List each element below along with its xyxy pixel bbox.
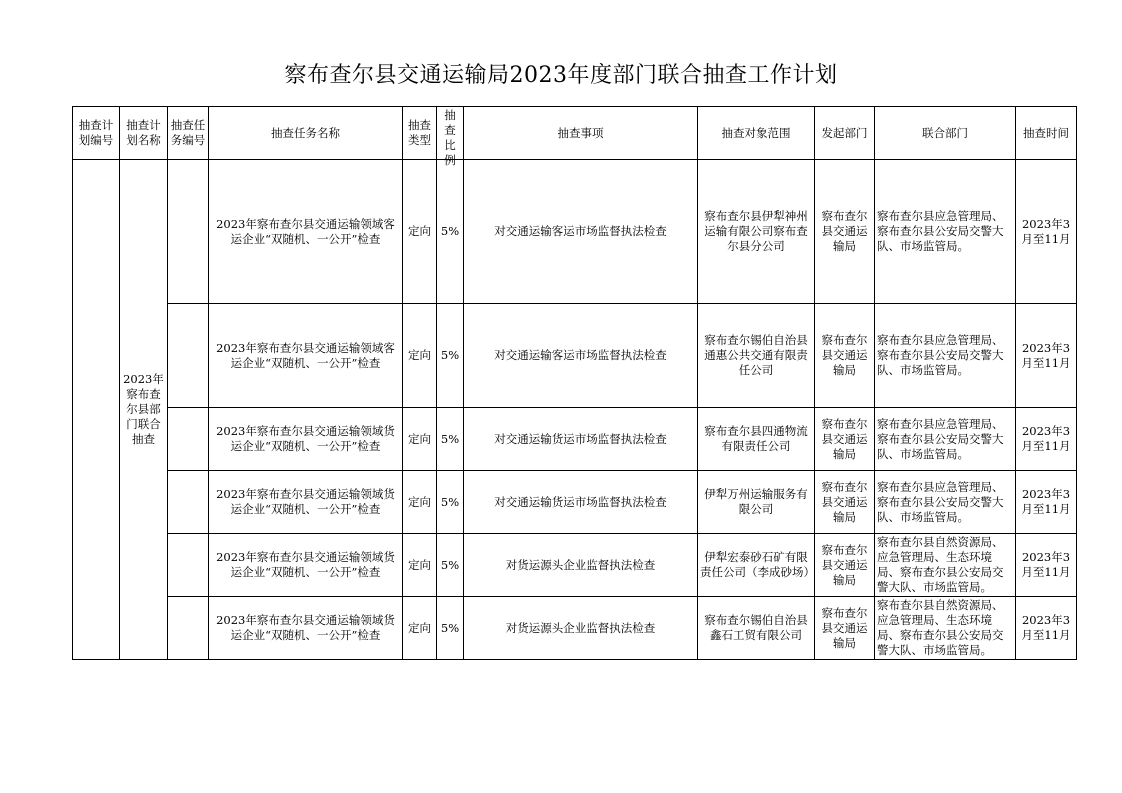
joint-cell: 察布查尔县应急管理局、察布查尔县公安局交警大队、市场监管局。 bbox=[875, 304, 1016, 408]
item-cell: 对交通运输货运市场监督执法检查 bbox=[464, 471, 698, 534]
joint-cell: 察布查尔县应急管理局、察布查尔县公安局交警大队、市场监管局。 bbox=[875, 408, 1016, 471]
initiator-cell: 察布查尔县交通运输局 bbox=[815, 471, 875, 534]
initiator-cell: 察布查尔县交通运输局 bbox=[815, 534, 875, 597]
header-joint: 联合部门 bbox=[875, 107, 1016, 160]
header-item: 抽查事项 bbox=[464, 107, 698, 160]
type-cell: 定向 bbox=[403, 160, 437, 304]
header-plan-number: 抽查计划编号 bbox=[73, 107, 120, 160]
table-row bbox=[73, 471, 1077, 534]
plan-name-cell: 2023年察布查尔县部门联合抽查 bbox=[120, 160, 168, 660]
task-name-cell: 2023年察布查尔县交通运输领域客运企业“双随机、一公开”检查 bbox=[209, 304, 403, 408]
item-cell: 对交通运输客运市场监督执法检查 bbox=[464, 160, 698, 304]
item-cell: 对交通运输货运市场监督执法检查 bbox=[464, 408, 698, 471]
ratio-cell: 5% bbox=[437, 304, 464, 408]
item-cell: 对交通运输客运市场监督执法检查 bbox=[464, 304, 698, 408]
task-name-cell: 2023年察布查尔县交通运输领域货运企业“双随机、一公开”检查 bbox=[209, 597, 403, 660]
ratio-cell: 5% bbox=[437, 534, 464, 597]
header-type: 抽查类型 bbox=[403, 107, 437, 160]
scope-cell: 伊犁万州运输服务有限公司 bbox=[698, 471, 815, 534]
table-row bbox=[73, 534, 1077, 597]
time-cell: 2023年3月至11月 bbox=[1016, 304, 1077, 408]
initiator-cell: 察布查尔县交通运输局 bbox=[815, 597, 875, 660]
scope-cell: 察布查尔县四通物流有限责任公司 bbox=[698, 408, 815, 471]
initiator-cell: 察布查尔县交通运输局 bbox=[815, 304, 875, 408]
header-task-number: 抽查任务编号 bbox=[168, 107, 209, 160]
table-row bbox=[73, 304, 1077, 408]
header-plan-name: 抽查计划名称 bbox=[120, 107, 168, 160]
task-number-cell bbox=[168, 534, 209, 597]
header-time: 抽查时间 bbox=[1016, 107, 1077, 160]
item-cell: 对货运源头企业监督执法检查 bbox=[464, 534, 698, 597]
header-task-name: 抽查任务名称 bbox=[209, 107, 403, 160]
scope-cell: 察布查尔锡伯自治县通惠公共交通有限责任公司 bbox=[698, 304, 815, 408]
header-row bbox=[73, 107, 1077, 160]
ratio-cell: 5% bbox=[437, 160, 464, 304]
table-row bbox=[73, 160, 1077, 304]
joint-cell: 察布查尔县应急管理局、察布查尔县公安局交警大队、市场监管局。 bbox=[875, 471, 1016, 534]
header-scope: 抽查对象范围 bbox=[698, 107, 815, 160]
time-cell: 2023年3月至11月 bbox=[1016, 408, 1077, 471]
type-cell: 定向 bbox=[403, 534, 437, 597]
item-cell: 对货运源头企业监督执法检查 bbox=[464, 597, 698, 660]
ratio-cell: 5% bbox=[437, 408, 464, 471]
task-name-cell: 2023年察布查尔县交通运输领域货运企业“双随机、一公开”检查 bbox=[209, 408, 403, 471]
joint-cell: 察布查尔县自然资源局、应急管理局、生态环境局、察布查尔县公安局交警大队、市场监管局。 bbox=[875, 597, 1016, 660]
time-cell: 2023年3月至11月 bbox=[1016, 471, 1077, 534]
time-cell: 2023年3月至11月 bbox=[1016, 160, 1077, 304]
time-cell: 2023年3月至11月 bbox=[1016, 534, 1077, 597]
plan-number-cell bbox=[73, 160, 120, 660]
task-name-cell: 2023年察布查尔县交通运输领域客运企业“双随机、一公开”检查 bbox=[209, 160, 403, 304]
time-cell: 2023年3月至11月 bbox=[1016, 597, 1077, 660]
page-title: 察布查尔县交通运输局2023年度部门联合抽查工作计划 bbox=[284, 63, 838, 88]
header-initiator: 发起部门 bbox=[815, 107, 875, 160]
ratio-cell: 5% bbox=[437, 597, 464, 660]
initiator-cell: 察布查尔县交通运输局 bbox=[815, 160, 875, 304]
table-row bbox=[73, 408, 1077, 471]
type-cell: 定向 bbox=[403, 597, 437, 660]
plan-table bbox=[72, 106, 1077, 660]
joint-cell: 察布查尔县应急管理局、察布查尔县公安局交警大队、市场监管局。 bbox=[875, 160, 1016, 304]
header-ratio bbox=[437, 107, 464, 167]
scope-cell: 伊犁宏泰砂石矿有限责任公司（李成砂场） bbox=[698, 534, 815, 597]
initiator-cell: 察布查尔县交通运输局 bbox=[815, 408, 875, 471]
task-number-cell bbox=[168, 597, 209, 660]
ratio-cell: 5% bbox=[437, 471, 464, 534]
type-cell: 定向 bbox=[403, 471, 437, 534]
table-row bbox=[73, 597, 1077, 660]
type-cell: 定向 bbox=[403, 408, 437, 471]
task-name-cell: 2023年察布查尔县交通运输领域货运企业“双随机、一公开”检查 bbox=[209, 534, 403, 597]
type-cell: 定向 bbox=[403, 304, 437, 408]
task-name-cell: 2023年察布查尔县交通运输领域货运企业“双随机、一公开”检查 bbox=[209, 471, 403, 534]
scope-cell: 察布查尔县伊犁神州运输有限公司察布查尔县分公司 bbox=[698, 160, 815, 304]
scope-cell: 察布查尔锡伯自治县鑫石工贸有限公司 bbox=[698, 597, 815, 660]
joint-cell: 察布查尔县自然资源局、应急管理局、生态环境局、察布查尔县公安局交警大队、市场监管局。 bbox=[875, 534, 1016, 597]
task-number-cell bbox=[168, 160, 209, 304]
task-number-cell bbox=[168, 408, 209, 471]
task-number-cell bbox=[168, 304, 209, 408]
header-ratio-text: 抽查比例 bbox=[444, 108, 456, 167]
task-number-cell bbox=[168, 471, 209, 534]
